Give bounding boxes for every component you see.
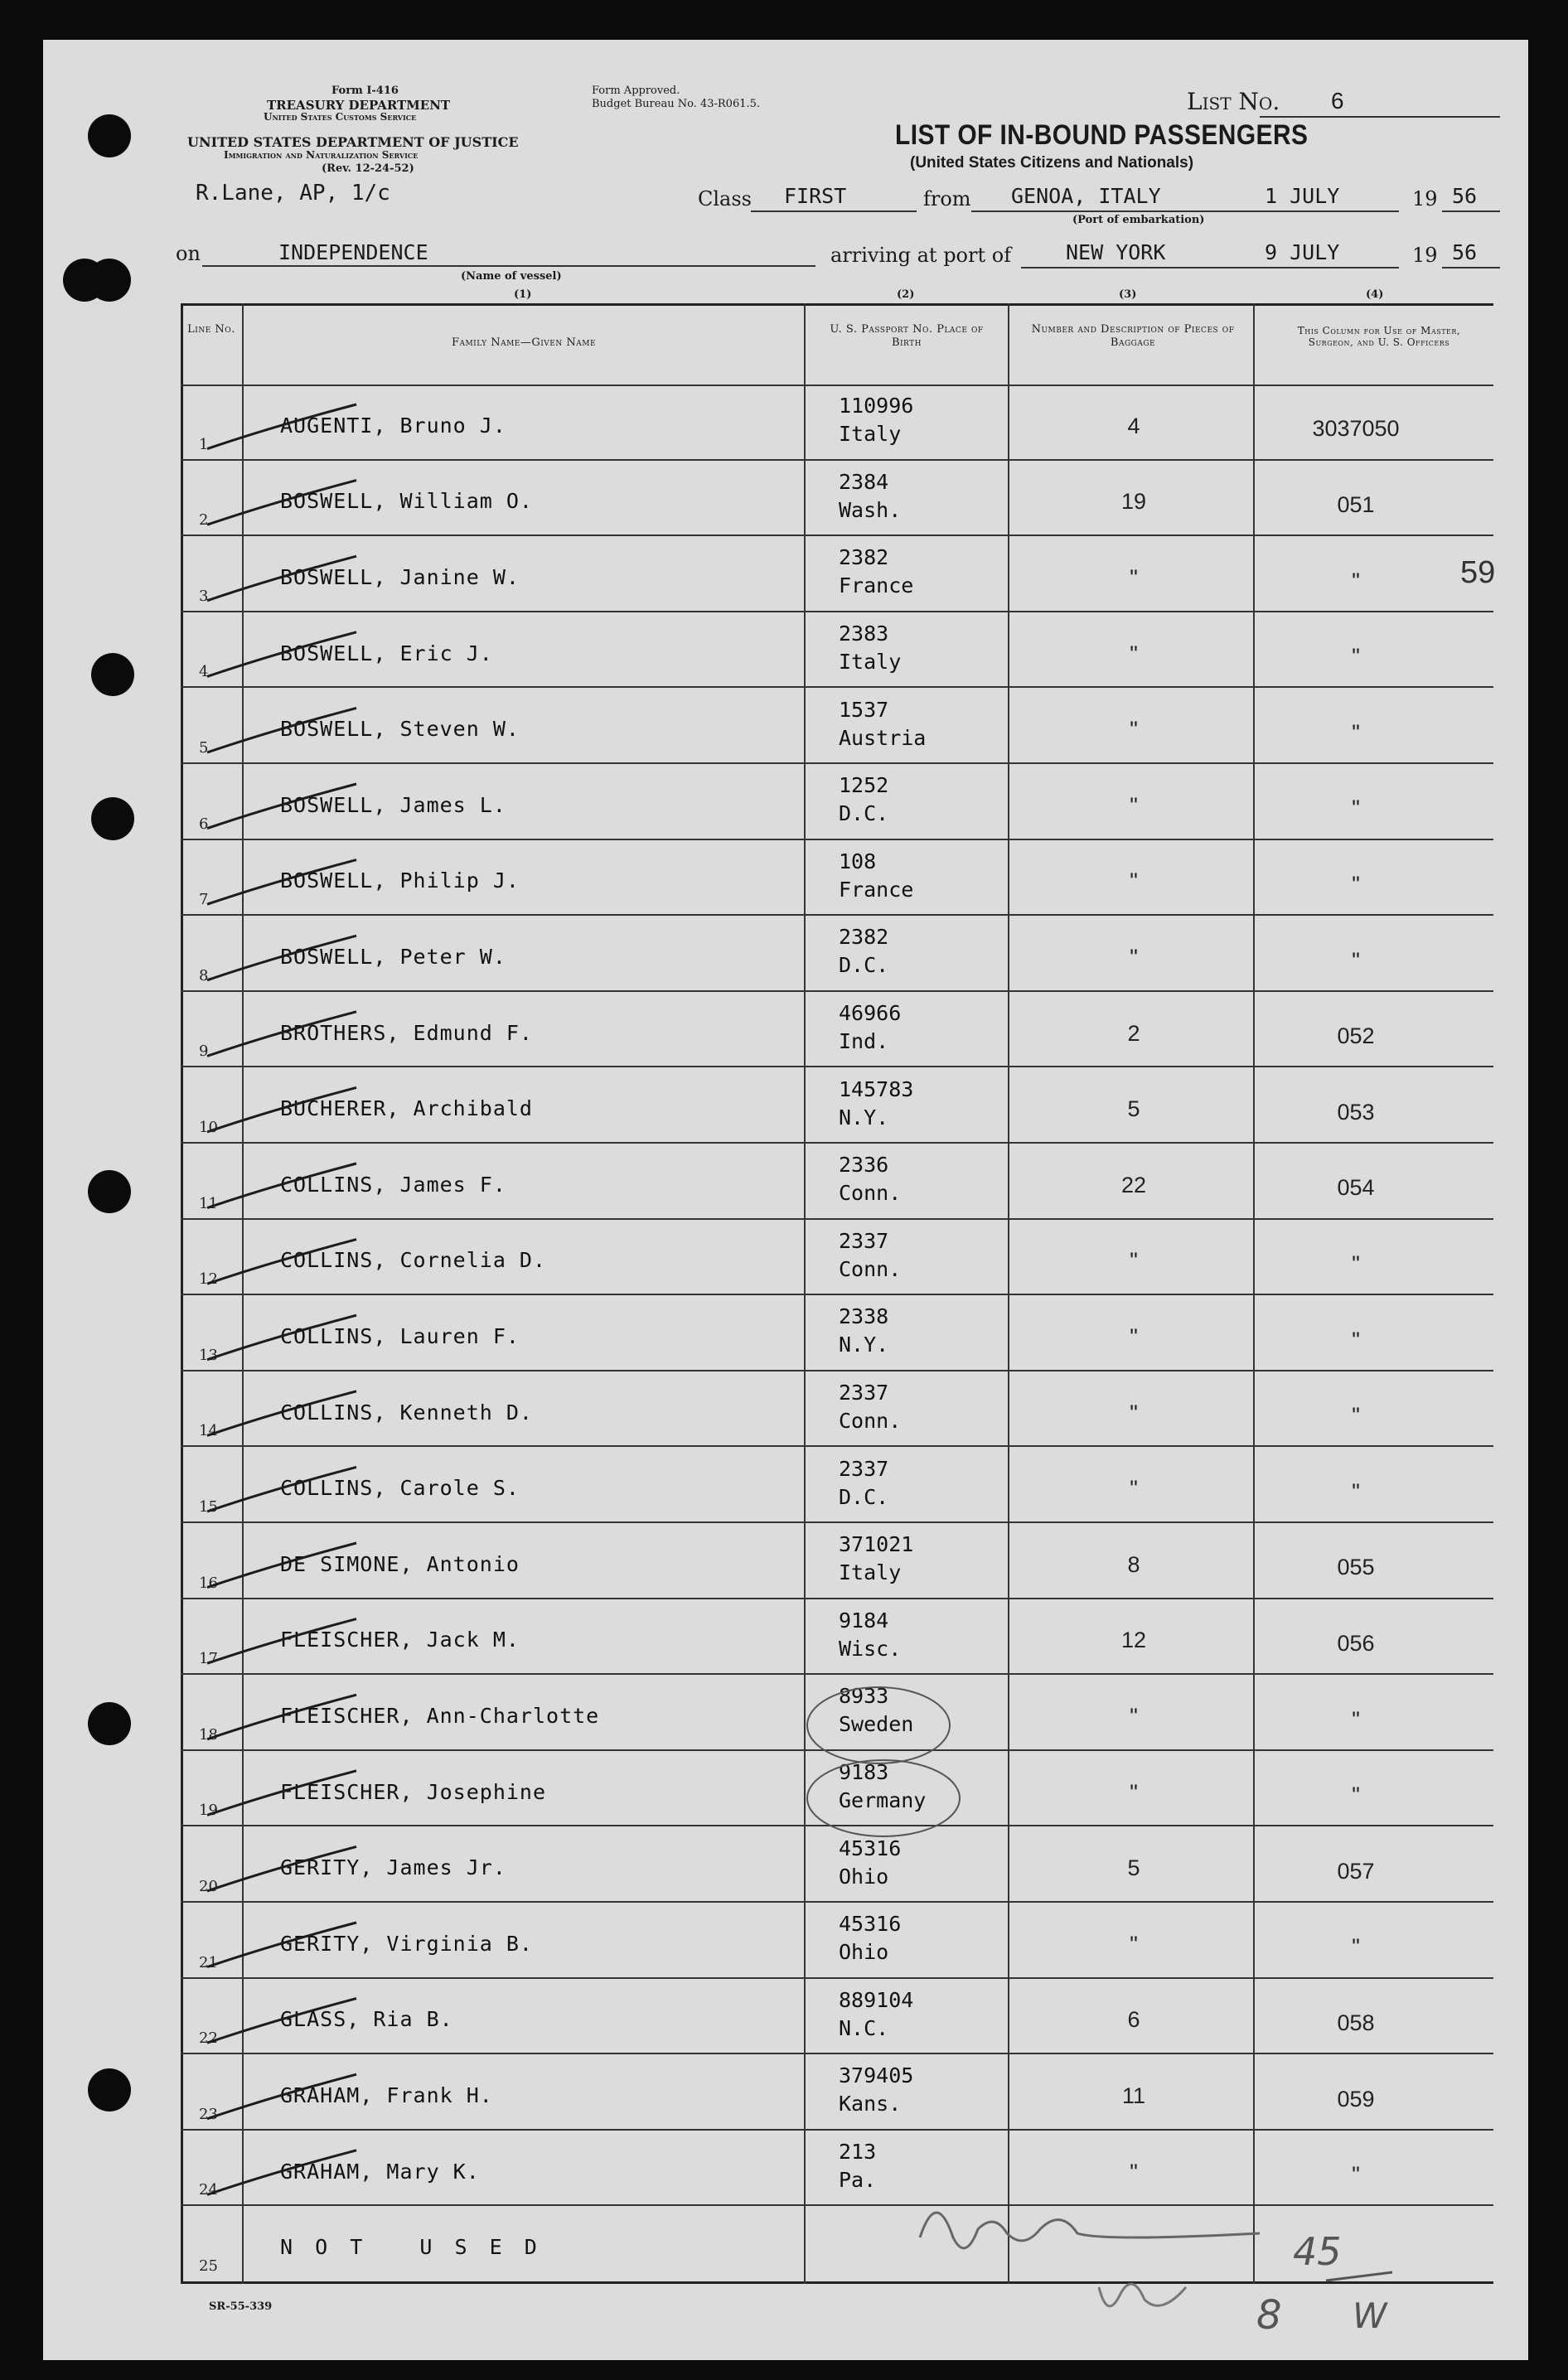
passport-number: 1252 (839, 773, 889, 798)
passenger-name: GRAHAM, Frank H. (280, 2082, 493, 2107)
arrival-year: 56 (1452, 240, 1478, 264)
baggage-count: 5 (1127, 1096, 1140, 1122)
officer-mark: 051 (1337, 492, 1375, 518)
passport-number: 9183 (839, 1759, 889, 1784)
table-row (181, 2054, 1493, 2131)
place-of-birth: Sweden (839, 1712, 914, 1737)
passenger-name: GLASS, Ria B. (280, 2007, 453, 2032)
passenger-name: COLLINS, James F. (280, 1172, 506, 1197)
passport-number: 9184 (839, 1608, 889, 1633)
arrival-port: NEW YORK (1066, 240, 1166, 264)
officer-mark: " (1352, 1403, 1360, 1429)
class-value: FIRST (784, 184, 847, 208)
passport-number: 8933 (839, 1684, 889, 1709)
passport-number: 108 (839, 849, 877, 873)
line-number: 1 (199, 435, 209, 453)
form-id: Form I-416 (332, 85, 399, 97)
table-row (181, 1675, 1493, 1751)
passport-number: 2337 (839, 1228, 889, 1253)
table-row (181, 1067, 1493, 1144)
col-num-1: (1) (514, 288, 532, 301)
baggage-count: " (1130, 792, 1138, 818)
place-of-birth: Austria (839, 725, 927, 750)
col-num-4: (4) (1366, 288, 1384, 301)
passport-number: 371021 (839, 1532, 914, 1557)
table-row (181, 840, 1493, 917)
document-title: LIST OF IN-BOUND PASSENGERS (895, 119, 1309, 151)
line-number: 8 (199, 966, 209, 984)
embark-year: 56 (1452, 184, 1478, 208)
passenger-name: BOSWELL, James L. (280, 792, 506, 817)
line-number: 20 (199, 1877, 218, 1895)
line-number: 11 (199, 1194, 218, 1212)
vessel-caption: (Name of vessel) (461, 270, 562, 283)
line-number: 6 (199, 815, 209, 833)
table-row (181, 688, 1493, 764)
place-of-birth: Ind. (839, 1028, 889, 1053)
place-of-birth: Kans. (839, 2092, 902, 2116)
place-of-birth: D.C. (839, 801, 889, 826)
officer-mark: 059 (1337, 2086, 1375, 2112)
side-note: 59 (1460, 555, 1496, 590)
place-of-birth: D.C. (839, 1484, 889, 1509)
line-number: 21 (199, 1953, 218, 1971)
place-of-birth: Italy (839, 649, 902, 674)
baggage-count: " (1130, 641, 1138, 666)
officer-mark: 057 (1337, 1858, 1375, 1884)
col-header-passport: U. S. Passport No. Place of Birth (830, 323, 984, 349)
form-approved: Form Approved. (592, 85, 680, 97)
line-number: 16 (199, 1574, 218, 1592)
passenger-name: N O T U S E D (280, 2235, 542, 2260)
baggage-count: 22 (1120, 1172, 1147, 1197)
passenger-name: DE SIMONE, Antonio (280, 1551, 520, 1576)
on-label: on (176, 242, 201, 265)
baggage-count: " (1130, 1400, 1138, 1425)
baggage-count: 2 (1127, 1020, 1140, 1046)
line-number: 25 (199, 2257, 218, 2275)
embark-port: GENOA, ITALY (1011, 184, 1161, 208)
vessel-name: INDEPENDENCE (278, 240, 428, 264)
passenger-name: AUGENTI, Bruno J. (280, 413, 506, 438)
punch-hole (88, 1170, 131, 1213)
line-number: 22 (199, 2029, 218, 2048)
passport-number: 379405 (839, 2063, 914, 2088)
table-row (181, 1220, 1493, 1296)
passenger-name: COLLINS, Cornelia D. (280, 1248, 547, 1273)
line-number: 15 (199, 1497, 218, 1516)
officer-mark: " (1352, 644, 1360, 670)
line-number: 17 (199, 1650, 218, 1668)
document-subtitle: (United States Citizens and Nationals) (910, 154, 1194, 172)
tally-right: W (1353, 2295, 1387, 2336)
table-row (181, 612, 1493, 689)
passport-number: 45316 (839, 1912, 902, 1937)
col-num-2: (2) (897, 288, 915, 301)
punch-hole (88, 2068, 131, 2112)
embark-date: 1 JULY (1265, 184, 1340, 208)
line-number: 18 (199, 1725, 218, 1744)
port-embark-caption: (Port of embarkation) (1072, 214, 1205, 226)
passenger-name: BOSWELL, Steven W. (280, 717, 520, 742)
table-row (181, 1371, 1493, 1448)
col-header-baggage: Number and Description of Pieces of Baggage (1031, 323, 1235, 349)
table-row (181, 2131, 1493, 2207)
from-line (971, 210, 1399, 212)
officer-mark: " (1352, 1327, 1360, 1352)
baggage-count: 12 (1120, 1628, 1147, 1653)
baggage-count: " (1130, 717, 1138, 743)
passenger-name: FLEISCHER, Ann-Charlotte (280, 1703, 600, 1728)
embark-year-prefix: 19 (1412, 187, 1438, 210)
punch-hole (88, 259, 131, 302)
passenger-name: BOSWELL, William O. (280, 489, 533, 514)
passport-number: 145783 (839, 1076, 914, 1101)
passport-number: 2384 (839, 469, 889, 494)
table-row (181, 1599, 1493, 1676)
table-row (181, 1751, 1493, 1827)
place-of-birth: D.C. (839, 953, 889, 978)
officer-mark: 053 (1337, 1099, 1375, 1125)
col-num-3: (3) (1119, 288, 1137, 301)
baggage-count: " (1130, 944, 1138, 970)
arrival-year-line (1442, 267, 1500, 268)
passport-number: 1537 (839, 697, 889, 722)
passenger-name: GERITY, Virginia B. (280, 1931, 533, 1956)
place-of-birth: Germany (839, 1787, 927, 1812)
tally-top: 45 (1293, 2229, 1342, 2274)
passport-number: 110996 (839, 394, 914, 418)
line-number: 3 (199, 587, 209, 605)
line-number: 24 (199, 2181, 218, 2199)
table-row (181, 461, 1493, 537)
line-number: 7 (199, 891, 209, 909)
tally-left: 8 (1256, 2292, 1282, 2339)
table-row (181, 764, 1493, 840)
baggage-count: " (1130, 564, 1138, 590)
budget-bureau: Budget Bureau No. 43-R061.5. (592, 98, 761, 110)
officer-mark: " (1352, 1706, 1360, 1732)
passenger-name: BOSWELL, Janine W. (280, 564, 520, 589)
arrival-year-prefix: 19 (1412, 244, 1438, 267)
passenger-name: FLEISCHER, Josephine (280, 1779, 547, 1804)
punch-hole (91, 653, 134, 696)
officer-mark: " (1352, 568, 1360, 593)
line-number: 9 (199, 1042, 209, 1061)
line-number: 14 (199, 1422, 218, 1440)
punch-hole (88, 114, 131, 157)
col-header-officers: This Column for Use of Master, Surgeon, and U. S. Officers (1297, 325, 1461, 348)
passenger-name: FLEISCHER, Jack M. (280, 1628, 520, 1652)
baggage-count: 8 (1127, 1551, 1140, 1577)
table-row (181, 1903, 1493, 1979)
baggage-count: " (1130, 1779, 1138, 1805)
table-row (181, 1979, 1493, 2055)
officer-mark: " (1352, 719, 1360, 745)
officer-mark: 058 (1337, 2010, 1375, 2036)
ins-service: Immigration and Naturalization Service (224, 149, 419, 161)
passenger-name: BOSWELL, Philip J. (280, 868, 520, 893)
officer-mark: 3037050 (1312, 416, 1400, 442)
passenger-name: COLLINS, Lauren F. (280, 1323, 520, 1348)
table-row (181, 536, 1496, 612)
passport-number: 2382 (839, 925, 889, 950)
punch-hole (91, 797, 134, 840)
place-of-birth: Ohio (839, 1940, 889, 1965)
passport-number: 2336 (839, 1153, 889, 1178)
place-of-birth: N.Y. (839, 1105, 889, 1130)
line-number: 4 (199, 663, 209, 681)
passport-number: 2382 (839, 545, 889, 570)
treasury-dept: TREASURY DEPARTMENT (267, 98, 451, 113)
passenger-name: BOSWELL, Eric J. (280, 641, 493, 665)
passenger-name: GERITY, James Jr. (280, 1855, 506, 1880)
place-of-birth: France (839, 877, 914, 902)
table-row (181, 1144, 1493, 1220)
passenger-name: COLLINS, Carole S. (280, 1476, 520, 1501)
officer-mark: " (1352, 872, 1360, 897)
vessel-line (202, 265, 815, 267)
place-of-birth: Wash. (839, 497, 902, 522)
embark-year-line (1442, 210, 1500, 212)
passenger-name: BROTHERS, Edmund F. (280, 1020, 533, 1045)
place-of-birth: N.Y. (839, 1333, 889, 1357)
officer-mark: 056 (1337, 1631, 1375, 1657)
passenger-name: COLLINS, Kenneth D. (280, 1400, 533, 1425)
baggage-count: " (1130, 2159, 1138, 2184)
baggage-count: 4 (1127, 413, 1140, 438)
place-of-birth: Italy (839, 422, 902, 447)
passport-number: 889104 (839, 1987, 914, 2012)
officer-mark: " (1352, 1251, 1360, 1277)
baggage-count: " (1130, 1703, 1138, 1729)
baggage-count: " (1130, 1323, 1138, 1349)
officer-mark: " (1352, 1934, 1360, 1960)
list-no-label: List No. (1187, 88, 1280, 115)
baggage-count: 6 (1127, 2007, 1140, 2033)
place-of-birth: N.C. (839, 2015, 889, 2040)
officer-mark: " (1352, 1478, 1360, 1504)
place-of-birth: Pa. (839, 2167, 877, 2192)
passenger-name: GRAHAM, Mary K. (280, 2159, 480, 2184)
baggage-count: " (1130, 1931, 1138, 1957)
passport-number: 213 (839, 2139, 877, 2164)
line-number: 19 (199, 1802, 218, 1820)
passport-number: 2338 (839, 1304, 889, 1329)
arrival-date: 9 JULY (1265, 240, 1340, 264)
passport-number: 45316 (839, 1836, 902, 1860)
place-of-birth: Ohio (839, 1864, 889, 1889)
officer-mark: " (1352, 947, 1360, 973)
passenger-name: BUCHERER, Archibald (280, 1096, 533, 1121)
form-revision: (Rev. 12-24-52) (322, 162, 414, 175)
officer-mark: " (1352, 1783, 1360, 1808)
place-of-birth: Conn. (839, 1408, 902, 1433)
officer-mark: 054 (1337, 1175, 1375, 1201)
line-number: 23 (199, 2105, 218, 2123)
arrival-line (1021, 267, 1399, 268)
passport-number: 2337 (839, 1380, 889, 1405)
officer-mark: 052 (1337, 1023, 1375, 1049)
form-code: SR-55-339 (209, 2300, 273, 2313)
from-label: from (923, 187, 971, 210)
line-number: 10 (199, 1118, 218, 1136)
customs-service: United States Customs Service (264, 111, 417, 123)
passenger-name: BOSWELL, Peter W. (280, 944, 506, 969)
list-no-value: 6 (1331, 88, 1344, 114)
line-number: 2 (199, 511, 209, 530)
passport-number: 2383 (839, 621, 889, 646)
officer-mark: " (1352, 2162, 1360, 2188)
place-of-birth: France (839, 573, 914, 598)
table-row (181, 1826, 1493, 1903)
table-row (181, 1523, 1493, 1599)
officer-mark: 055 (1337, 1555, 1375, 1580)
place-of-birth: Italy (839, 1560, 902, 1585)
col-header-line: Line No. (187, 323, 235, 336)
table-row (181, 916, 1493, 992)
col-header-name: Family Name—Given Name (451, 336, 597, 349)
arriving-label: arriving at port of (830, 244, 1012, 267)
baggage-count: 19 (1120, 489, 1147, 515)
table-row (181, 385, 1493, 461)
table-row (181, 1295, 1493, 1371)
line-number: 12 (199, 1270, 218, 1289)
baggage-count: " (1130, 868, 1138, 894)
class-line (751, 210, 917, 212)
punch-hole (88, 1702, 131, 1745)
place-of-birth: Wisc. (839, 1636, 902, 1661)
line-number: 13 (199, 1346, 218, 1364)
table-row (181, 1447, 1493, 1523)
baggage-count: 11 (1121, 2082, 1146, 2108)
passport-number: 2337 (839, 1456, 889, 1481)
officer-mark: " (1352, 796, 1360, 821)
justice-dept: UNITED STATES DEPARTMENT OF JUSTICE (187, 134, 519, 150)
place-of-birth: Conn. (839, 1256, 902, 1281)
baggage-count: 5 (1127, 1855, 1140, 1881)
place-of-birth: Conn. (839, 1181, 902, 1206)
inspector-note: R.Lane, AP, 1/c (196, 181, 390, 206)
passport-number: 46966 (839, 1000, 902, 1025)
list-no-line (1260, 116, 1500, 118)
baggage-count: " (1130, 1248, 1138, 1274)
baggage-count: " (1130, 1476, 1138, 1502)
line-number: 5 (199, 738, 209, 757)
class-label: Class (698, 187, 752, 210)
table-row (181, 992, 1493, 1068)
